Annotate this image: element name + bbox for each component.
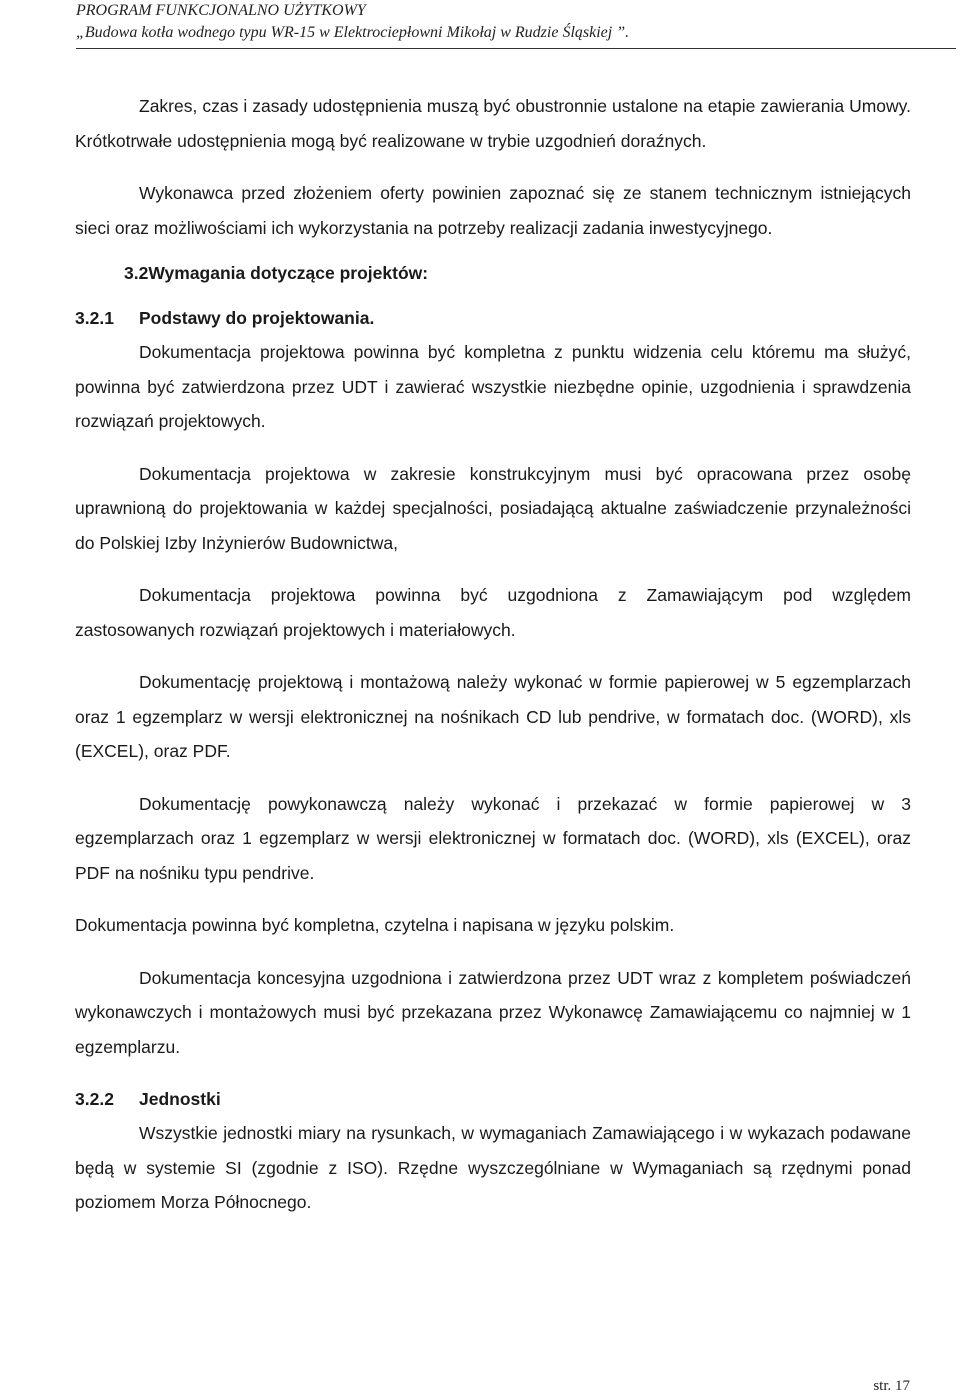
paragraph: Dokumentacja projektowa w zakresie konstrukcyjnym musi być opracowana przez osobę uprawnioną do projektowania w każdej specjalności, posiadającą aktualne zaświadczenie przynależności do Polskiej Izby Inżynierów Budownictwa,: [75, 463, 911, 553]
subsection-heading: [75, 301, 911, 335]
header-title: PROGRAM FUNKCJONALNO UŻYTKOWY: [76, 2, 366, 19]
subsection-title: Jednostki: [139, 1089, 221, 1109]
header-rule: [76, 48, 956, 49]
section-heading: 3.2Wymagania dotyczące projektów:: [124, 263, 429, 283]
header-subtitle: „Budowa kotła wodnego typu WR-15 w Elektrociepłowni Mikołaj w Rudzie Śląskiej ”.: [76, 24, 630, 41]
paragraph: Dokumentację powykonawczą należy wykonać i przekazać w formie papierowej w 3 egzemplarzach oraz 1 egzemplarz w wersji elektronicznej w formatach doc. (WORD), xls (EXCEL), oraz PDF na nośniku typu pendrive.: [75, 793, 911, 883]
paragraph: Wykonawca przed złożeniem oferty powinien zapoznać się ze stanem technicznym istniejących sieci oraz możliwościami ich wykorzystania na potrzeby realizacji zadania inwestycyjnego.: [75, 183, 911, 238]
paragraph: Wszystkie jednostki miary na rysunkach, w wymaganiach Zamawiającego i w wykazach podawane będą w systemie SI (zgodnie z ISO). Rzędne wyszczególniane w Wymaganiach są rzędnymi ponad poziomem Morza Północnego.: [75, 1123, 911, 1212]
paragraph: Dokumentacja koncesyjna uzgodniona i zatwierdzona przez UDT wraz z kompletem poświadczeń wykonawczych i montażowych musi być przekazana przez Wykonawcę Zamawiającemu co najmniej w 1 egzemplarzu.: [75, 967, 911, 1057]
subsection-title: Podstawy do projektowania.: [139, 308, 375, 328]
page-number: str. 17: [873, 1378, 910, 1394]
subsection-number: 3.2.2: [75, 1089, 114, 1109]
running-header: [76, 0, 956, 44]
subsection-number: 3.2.1: [75, 308, 114, 328]
document-body: [75, 89, 911, 1220]
paragraph: Dokumentacja projektowa powinna być uzgodniona z Zamawiającym pod względem zastosowanych rozwiązań projektowych i materiałowych.: [75, 585, 911, 640]
paragraph: Dokumentację projektową i montażową należy wykonać w formie papierowej w 5 egzemplarzach oraz 1 egzemplarz w wersji elektronicznej na nośnikach CD lub pendrive, w formatach doc. (WORD), xls (EXCEL), oraz PDF.: [75, 672, 911, 761]
subsection-heading: [75, 1082, 911, 1116]
paragraph: Dokumentacja powinna być kompletna, czytelna i napisana w języku polskim.: [75, 915, 675, 935]
paragraph: Zakres, czas i zasady udostępnienia muszą być obustronnie ustalone na etapie zawierania Umowy. Krótkotrwałe udostępnienia mogą być realizowane w trybie uzgodnień doraźnych.: [75, 96, 911, 151]
paragraph: Dokumentacja projektowa powinna być kompletna z punktu widzenia celu któremu ma służyć, powinna być zatwierdzona przez UDT i zawierać wszystkie niezbędne opinie, uzgodnienia i sprawdzenia rozwiązań projektowych.: [75, 342, 911, 431]
